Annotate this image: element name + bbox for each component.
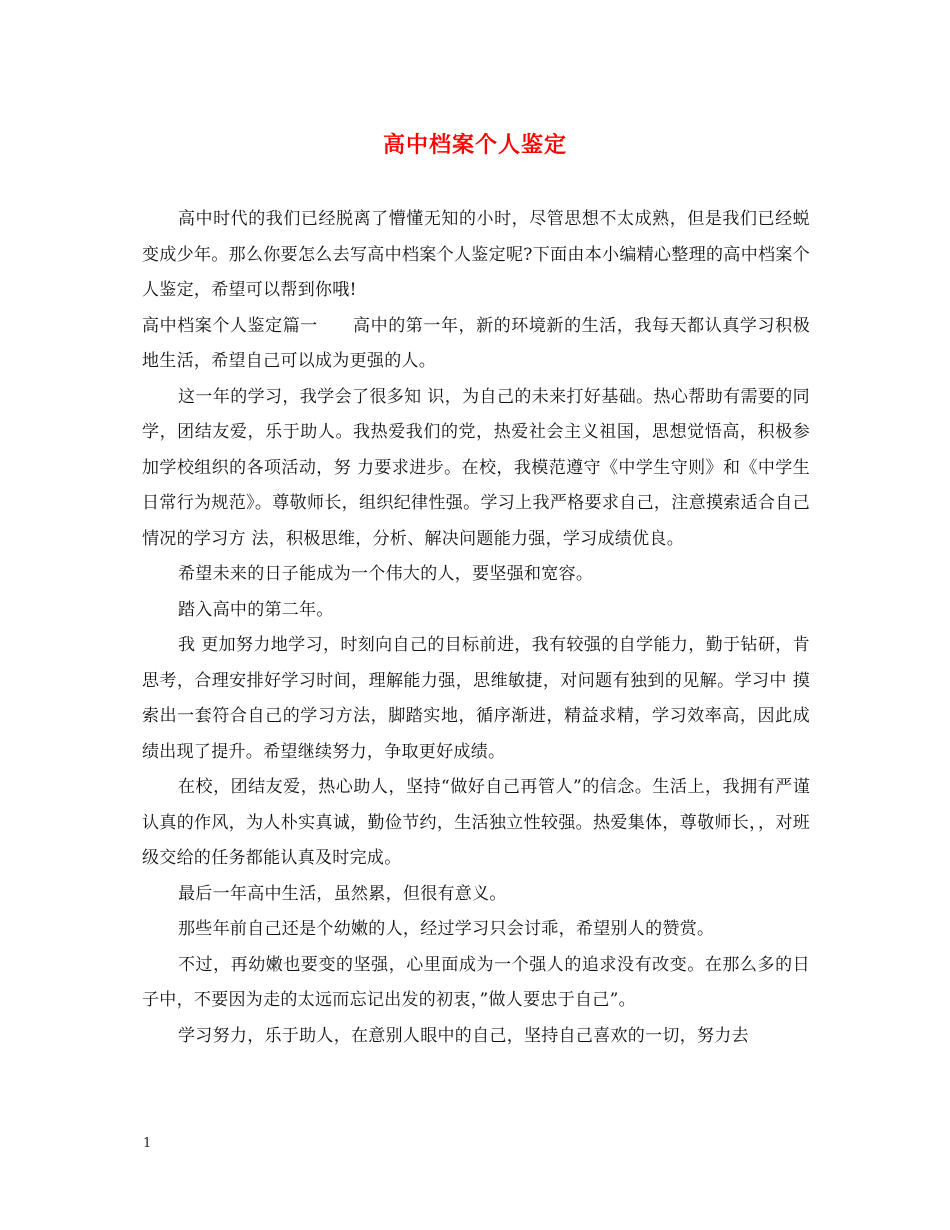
document-body bbox=[142, 202, 810, 1054]
paragraph-hope: 希望未来的日子能成为一个伟大的人，要坚强和宽容。 bbox=[178, 564, 594, 584]
paragraph-school-life: 在校，团结友爱，热心助人，坚持“做好自己再管人”的信念。生活上，我拥有严谨认真的作风，为人朴实真诚，勤俭节约，生活独立性较强。热爱集体，尊敬师长，，对班级交给的任务都能认真及时完成。 bbox=[142, 777, 810, 868]
paragraph-final-year: 最后一年高中生活，虽然累，但很有意义。 bbox=[178, 883, 507, 904]
paragraph-intro: 高中时代的我们已经脱离了懵懂无知的小时，尽管思想不太成熟，但是我们已经蜕变成少年。那么你要怎么去写高中档案个人鉴定呢?下面由本小编精心整理的高中档案个人鉴定，希望可以帮到你哦! bbox=[142, 209, 810, 300]
paragraph-stay-true: 不过，再幼嫩也要变的坚强，心里面成为一个强人的追求没有改变。在那么多的日子中，不要因为走的太远而忘记出发的初衷，”做人要忠于自己”。 bbox=[142, 954, 810, 1010]
document-title: 高中档案个人鉴定 bbox=[382, 132, 567, 158]
paragraph-second-year: 踏入高中的第二年。 bbox=[178, 599, 334, 620]
paragraph-first-year-study: 这一年的学习，我学会了很多知 识，为自己的未来打好基础。热心帮助有需要的同学，团结友爱，乐于助人。我热爱我们的党，热爱社会主义祖国，思想觉悟高，积极参加学校组织的各项活动，努 力要求进步。在校，我模范遵守《中学生守则》和《中学生日常行为规范》。尊敬师长，组织纪律性强。学习上我严格要求自己，注意摸索适合自己情况的学习方 法，积极思维，分析、解决问题能力强，学习成绩优良。 bbox=[142, 386, 810, 549]
paragraph-study-effort: 我 更加努力地学习，时刻向自己的目标前进，我有较强的自学能力，勤于钻研，肯思考，合理安排好学习时间，理解能力强，思维敏捷，对问题有独到的见解。学习中 摸索出一套符合自己的学习方法，脚踏实地，循序渐进，精益求精，学习效率高，因此成绩出现了提升。希望继续努力，争取更好成绩。 bbox=[142, 635, 810, 762]
paragraph-hard-work: 学习努力，乐于助人，在意别人眼中的自己，坚持自己喜欢的一切，努力去 bbox=[178, 1025, 749, 1046]
paragraph-past-self: 那些年前自己还是个幼嫩的人，经过学习只会讨乖，希望别人的赞赏。 bbox=[178, 919, 715, 939]
paragraph-section-one-heading: 高中档案个人鉴定篇一 高中的第一年，新的环境新的生活，我每天都认真学习积极地生活，希望自己可以成为更强的人。 bbox=[142, 315, 810, 371]
page-number: 1 bbox=[143, 1136, 152, 1151]
